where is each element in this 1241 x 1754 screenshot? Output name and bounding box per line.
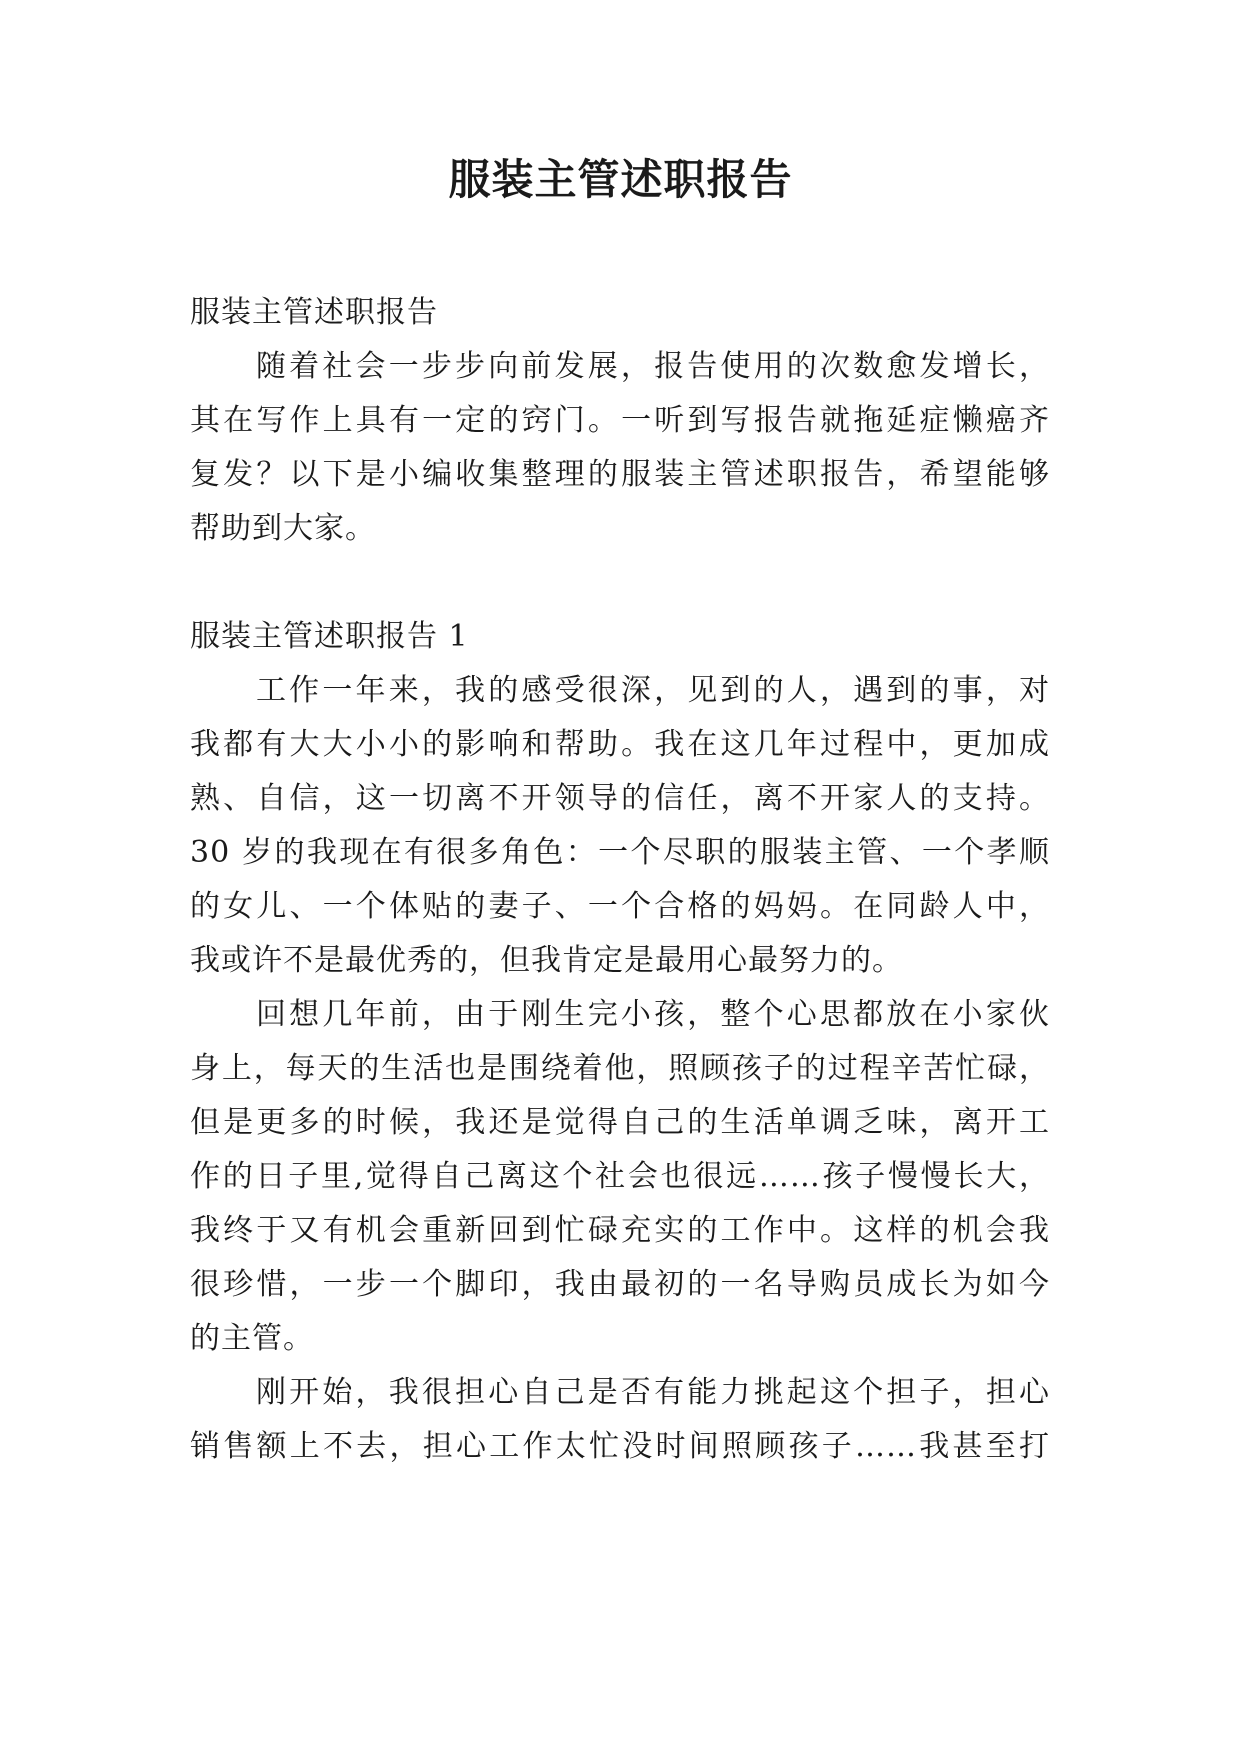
intro-paragraph [190,340,1050,556]
intro-line: 帮助到大家。 [190,511,376,546]
body-paragraph-1 [190,664,1050,988]
intro-line: 其在写作上具有一定的窍门。一听到写报告就拖延症懒癌齐 [190,403,1050,438]
paragraph-line: 熟、自信，这一切离不开领导的信任，离不开家人的支持。 [190,781,1050,816]
paragraph-spacer [190,556,1050,610]
document-subtitle: 服装主管述职报告 [190,295,438,330]
paragraph-line: 我终于又有机会重新回到忙碌充实的工作中。这样的机会我 [190,1213,1050,1248]
paragraph-line: 很珍惜，一步一个脚印，我由最初的一名导购员成长为如今 [190,1267,1050,1302]
paragraph-line: 的主管。 [190,1321,314,1356]
paragraph-line: 我都有大大小小的影响和帮助。我在这几年过程中，更加成 [190,727,1050,762]
paragraph-line: 但是更多的时候，我还是觉得自己的生活单调乏味，离开工 [190,1105,1050,1140]
paragraph-line: 身上，每天的生活也是围绕着他，照顾孩子的过程辛苦忙碌， [190,1051,1050,1086]
paragraph-line: 销售额上不去，担心工作太忙没时间照顾孩子……我甚至打 [190,1429,1050,1464]
body-paragraph-2 [190,988,1050,1366]
paragraph-line: 工作一年来，我的感受很深，见到的人，遇到的事，对 [256,673,1050,708]
document-title: 服装主管述职报告 [448,155,793,204]
section-heading: 服装主管述职报告 1 [190,619,469,654]
paragraph-line: 我或许不是最优秀的，但我肯定是最用心最努力的。 [190,943,903,978]
paragraph-line: 30 岁的我现在有很多角色：一个尽职的服装主管、一个孝顺 [190,835,1050,870]
intro-line: 复发？以下是小编收集整理的服装主管述职报告，希望能够 [190,457,1050,492]
intro-line: 随着社会一步步向前发展，报告使用的次数愈发增长， [256,349,1050,384]
document-body [190,286,1050,1474]
paragraph-line: 作的日子里,觉得自己离这个社会也很远……孩子慢慢长大， [190,1159,1050,1194]
body-paragraph-3 [190,1366,1050,1474]
paragraph-line: 刚开始，我很担心自己是否有能力挑起这个担子，担心 [256,1375,1050,1410]
paragraph-line: 的女儿、一个体贴的妻子、一个合格的妈妈。在同龄人中， [190,889,1050,924]
paragraph-line: 回想几年前，由于刚生完小孩，整个心思都放在小家伙 [256,997,1050,1032]
